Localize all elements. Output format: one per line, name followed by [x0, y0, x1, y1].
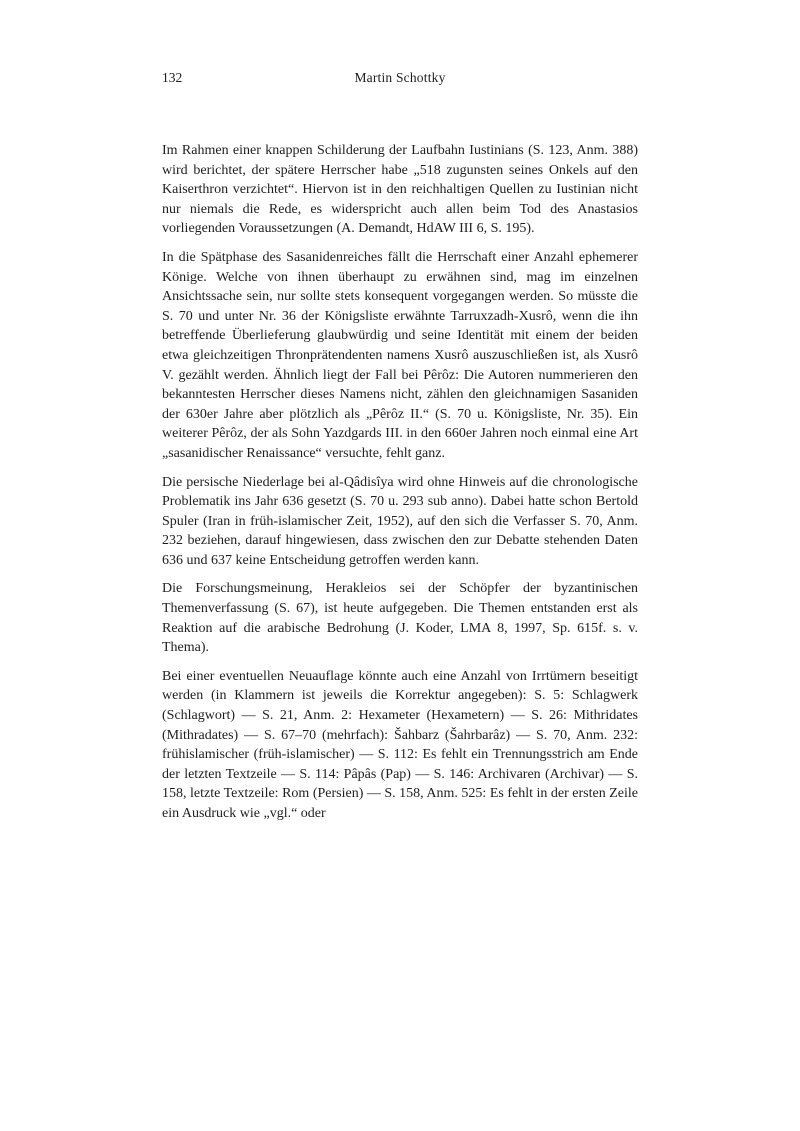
body-paragraph-5: Bei einer eventuellen Neuauflage könnte auch eine Anzahl von Irrtümern beseitigt werden (in Klammern ist jeweils die Korrektur angegeben): S. 5: Schlagwerk (Schlagwort) — S. 21, Anm. 2: Hexameter (Hexametern) — S. 26: Mithridates (Mithradates) — S. 67–70 (mehrfach): Šahbarz (Šahrbarâz) — S. 70, Anm. 232: frühislamischer (früh-islamischer) — S. 112: Es fehlt ein Trennungsstrich am Ende der letzten Textzeile — S. 114: Pâpâs (Pap) — S. 146: Archivaren (Archivar) — S. 158, letzte Textzeile: Rom (Persien) — S. 158, Anm. 525: Es fehlt in der ersten Zeile ein Ausdruck wie „vgl.“ oder [162, 668, 638, 821]
body-paragraph-3: Die persische Niederlage bei al-Qâdisîya wird ohne Hinweis auf die chronologische Problematik ins Jahr 636 gesetzt (S. 70 u. 293 sub anno). Dabei hatte schon Bertold Spuler (Iran in früh-islamischer Zeit, 1952), auf den sich die Verfasser S. 70, Anm. 232 beziehen, darauf hingewiesen, dass zwischen den zur Debatte stehenden Daten 636 und 637 keine Entscheidung getroffen werden kann. [162, 474, 638, 568]
running-header-author: Martin Schottky [354, 70, 446, 85]
body-paragraph-2: In die Spätphase des Sasanidenreiches fällt die Herrschaft einer Anzahl ephemerer Könige. Welche von ihnen überhaupt zu erwähnen sind, mag im einzelnen Ansichtssache sein, nur sollte stets konsequent vorgegangen werden. So müsste die S. 70 und unter Nr. 36 der Königsliste erwähnte Tarruxzadh-Xusrô, wenn die ihn betreffende Überlieferung glaubwürdig und seine Identität mit einem der beiden etwa gleichzeitigen Thronprätendenten namens Xusrô auszuschließen ist, als Xusrô V. gezählt werden. Ähnlich liegt der Fall bei Pêrôz: Die Autoren nummerieren den bekanntesten Herrscher dieses Namens nicht, zählen den gleichnamigen Sasaniden der 630er Jahre aber plötzlich als „Pêrôz II.“ (S. 70 u. Königsliste, Nr. 35). Ein weiterer Pêrôz, der als Sohn Yazdgards III. in den 660er Jahren noch einmal eine Art „sasanidischer Renaissance“ versuchte, fehlt ganz. [162, 249, 638, 461]
page-body [162, 141, 638, 824]
page-number: 132 [162, 70, 183, 85]
page-header [162, 68, 638, 88]
body-paragraph-4: Die Forschungsmeinung, Herakleios sei der Schöpfer der byzantinischen Themenverfassung (S. 67), ist heute aufgegeben. Die Themen entstanden erst als Reaktion auf die arabische Bedrohung (J. Koder, LMA 8, 1997, Sp. 615f. s. v. Thema). [162, 581, 638, 656]
body-paragraph-1: Im Rahmen einer knappen Schilderung der Laufbahn Iustinians (S. 123, Anm. 388) wird berichtet, der spätere Herrscher habe „518 zugunsten seines Onkels auf den Kaiserthron verzichtet“. Hiervon ist in den reichhaltigen Quellen zu Iustinian nicht nur niemals die Rede, es widerspricht auch allen beim Tod des Anastasios vorliegenden Voraussetzungen (A. Demandt, HdAW III 6, S. 195). [162, 143, 638, 237]
